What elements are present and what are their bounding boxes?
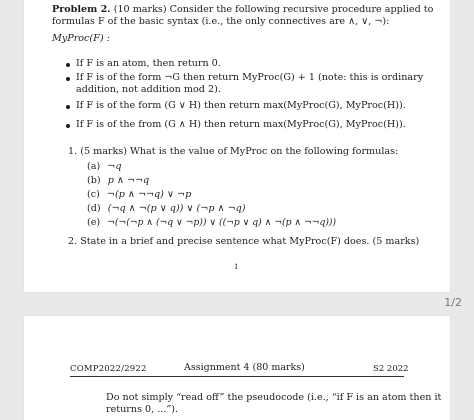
semester-label: S2 2022 — [373, 364, 409, 374]
assignment-title: Assignment 4 (80 marks) — [184, 362, 305, 373]
formula-item — [87, 217, 336, 229]
formula-item — [87, 203, 246, 215]
formula-tag: (c) — [87, 189, 100, 200]
formula-text: (¬q ∧ ¬(p ∨ q)) ∨ (¬p ∧ ¬q) — [107, 203, 246, 214]
question-2-label: 2. State in a brief and precise sentence what MyProc(F) does. (5 marks) — [68, 236, 420, 247]
problem-intro-line2: formulas F of the basic syntax (i.e., the only connectives are ∧, ∨, ¬): — [52, 16, 390, 27]
document-page-2 — [24, 316, 450, 420]
rule-disjunction: If F is of the form (G ∨ H) then return max(MyProc(G), MyProc(H)). — [76, 100, 406, 111]
bullet-icon — [66, 77, 70, 81]
problem-intro — [52, 4, 433, 16]
problem-heading: Problem 2. — [52, 4, 111, 15]
rule-atom: If F is an atom, then return 0. — [76, 58, 221, 69]
rule-negation-line2: addition, not addition mod 2). — [76, 84, 221, 95]
viewer-page-indicator: 1/2 — [444, 296, 462, 309]
formula-item — [87, 189, 191, 201]
bullet-icon — [66, 124, 70, 128]
rule-negation-line1: If F is of the form ¬G then return MyProc(G) + 1 (note: this is ordinary — [76, 72, 424, 83]
bullet-icon — [66, 105, 70, 109]
course-code: COMP2022/2922 — [70, 364, 147, 374]
formula-tag: (d) — [87, 203, 101, 214]
formula-tag: (e) — [87, 217, 101, 228]
page-number: 1 — [234, 263, 239, 271]
note-line1: Do not simply “read off” the pseudocode (i.e., “if F is an atom then it — [106, 392, 442, 403]
rule-conjunction: If F is of the from (G ∧ H) then return max(MyProc(G), MyProc(H)). — [76, 119, 406, 130]
question-1-label: 1. (5 marks) What is the value of MyProc on the following formulas: — [68, 146, 399, 157]
formula-item — [87, 161, 121, 173]
problem-intro-line1: (10 marks) Consider the following recursive procedure applied to — [113, 4, 434, 15]
note-line2: returns 0, ...”). — [106, 404, 179, 415]
formula-item — [87, 175, 149, 187]
header-rule — [70, 376, 404, 377]
formula-text: ¬(p ∧ ¬¬q) ∨ ¬p — [106, 189, 192, 200]
procedure-name: MyProc(F) : — [52, 33, 110, 44]
formula-tag: (b) — [87, 175, 101, 186]
formula-text: ¬(¬(¬p ∧ (¬q ∨ ¬p)) ∨ ((¬p ∨ q) ∧ ¬(p ∧ ¬¬q))) — [107, 217, 337, 228]
formula-text: p ∧ ¬¬q — [107, 175, 150, 186]
formula-tag: (a) — [87, 161, 101, 172]
formula-text: ¬q — [107, 161, 122, 172]
document-page-1 — [24, 0, 450, 292]
bullet-icon — [66, 63, 70, 67]
